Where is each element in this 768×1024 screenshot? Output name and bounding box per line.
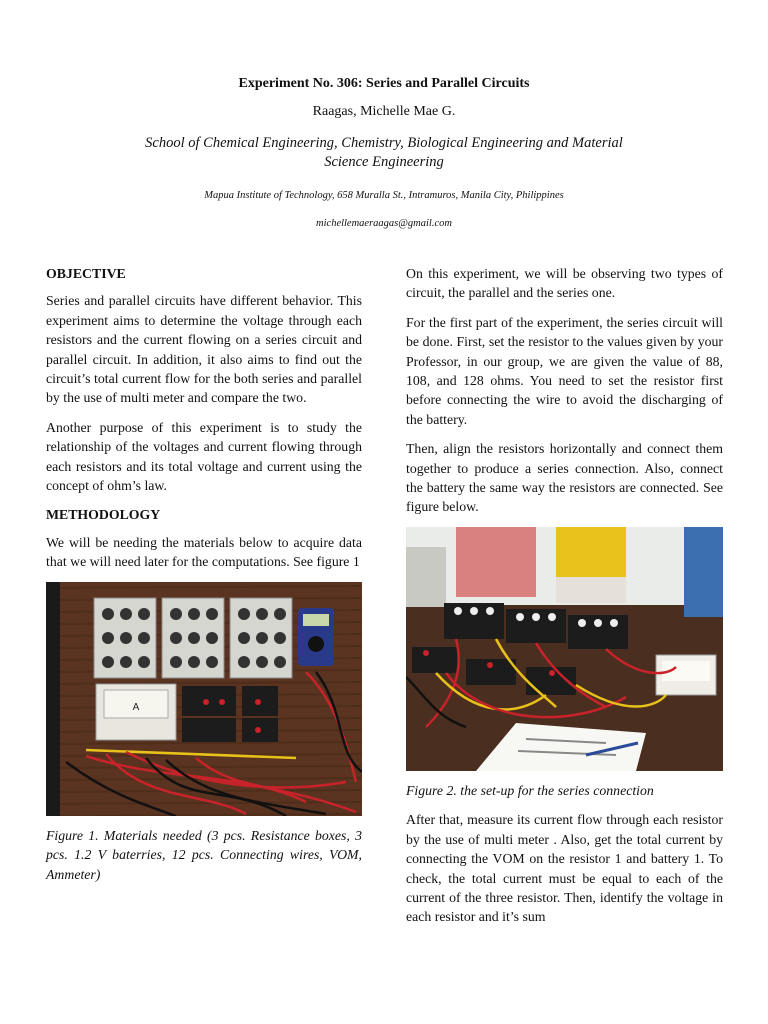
- figure-2-photo: [406, 527, 723, 771]
- person-striped-shirt: [456, 527, 536, 597]
- author-name: Raagas, Michelle Mae G.: [312, 104, 456, 119]
- figure-1-photo: [46, 582, 362, 816]
- figure-1-caption: Figure 1. Materials needed (3 pcs. Resistance boxes, 3 pcs. 1.2 V baterries, 12 pcs. Connecting wires, VOM, Ammeter): [46, 827, 362, 882]
- materials-photo-illustration: [46, 582, 362, 816]
- battery-boxes: [182, 686, 278, 742]
- author-affiliation: School of Chemical Engineering, Chemistry, Biological Engineering and Material Science Engineering: [145, 135, 623, 170]
- resistance-box-2: [162, 598, 224, 678]
- person-blue-shirt: [684, 527, 723, 617]
- objective-paragraph-2: Another purpose of this experiment is to study the relationship of the voltages and current flowing through each resistors and its total voltage and current using the concept of ohm’s law.: [46, 419, 362, 494]
- methodology-heading: METHODOLOGY: [46, 507, 161, 523]
- ammeter-label: A: [132, 701, 140, 713]
- right-column: [406, 264, 723, 937]
- objective-heading: OBJECTIVE: [46, 266, 126, 281]
- body-paragraph-1: On this experiment, we will be observing two types of circuit, the parallel and the series one.: [406, 266, 723, 301]
- resistance-box-3: [230, 598, 292, 678]
- series-setup-photo-illustration: [406, 527, 723, 771]
- body-paragraph-4: After that, measure its current flow through each resistor by the use of multi meter . Also, get the total current by connecting the VOM on the resistor 1 and battery 1. To check, the total current must be equal to each of the current of the three resistor. Then, identify the voltage in each resistor and it’s sum: [406, 812, 723, 925]
- left-column: [46, 264, 362, 894]
- methodology-paragraph-1: We will be needing the materials below to acquire data that we will need later for the computations. See figure 1: [46, 534, 362, 570]
- objective-paragraph-1: Series and parallel circuits have different behavior. This experiment aims to determine the voltage through each resistors and the current flowing on a series circuit and parallel circuit. In addition, it also aims to find out the circuit’s total current flow for the both series and parallel by the use of multi meter and compare the two.: [46, 293, 362, 406]
- resistance-box-1: [94, 598, 156, 678]
- author-email: michellemaeraagas@gmail.com: [316, 218, 452, 229]
- person-yellow-shirt: [556, 527, 626, 579]
- institution-address: Mapua Institute of Technology, 658 Muralla St., Intramuros, Manila City, Philippines: [204, 190, 564, 201]
- meter-box: [656, 655, 716, 695]
- body-paragraph-2: For the first part of the experiment, the series circuit will be done. First, set the resistor to the values given by your Professor, in our group, we are given the value of 88, 108, and 128 ohms. You need to set the resistor first before connecting the wire to avoid the discharging of the battery.: [406, 314, 723, 427]
- paper-title: Experiment No. 306: Series and Parallel Circuits: [238, 76, 530, 91]
- ammeter: [96, 684, 176, 740]
- body-paragraph-3: Then, align the resistors horizontally and connect them together to produce a series connection. Also, connect the battery the same way the resistors are connected. See figure below.: [406, 441, 723, 515]
- figure-2-caption: Figure 2. the set-up for the series connection: [406, 782, 654, 798]
- vom-multimeter: [298, 608, 334, 666]
- paper-header: [0, 76, 768, 229]
